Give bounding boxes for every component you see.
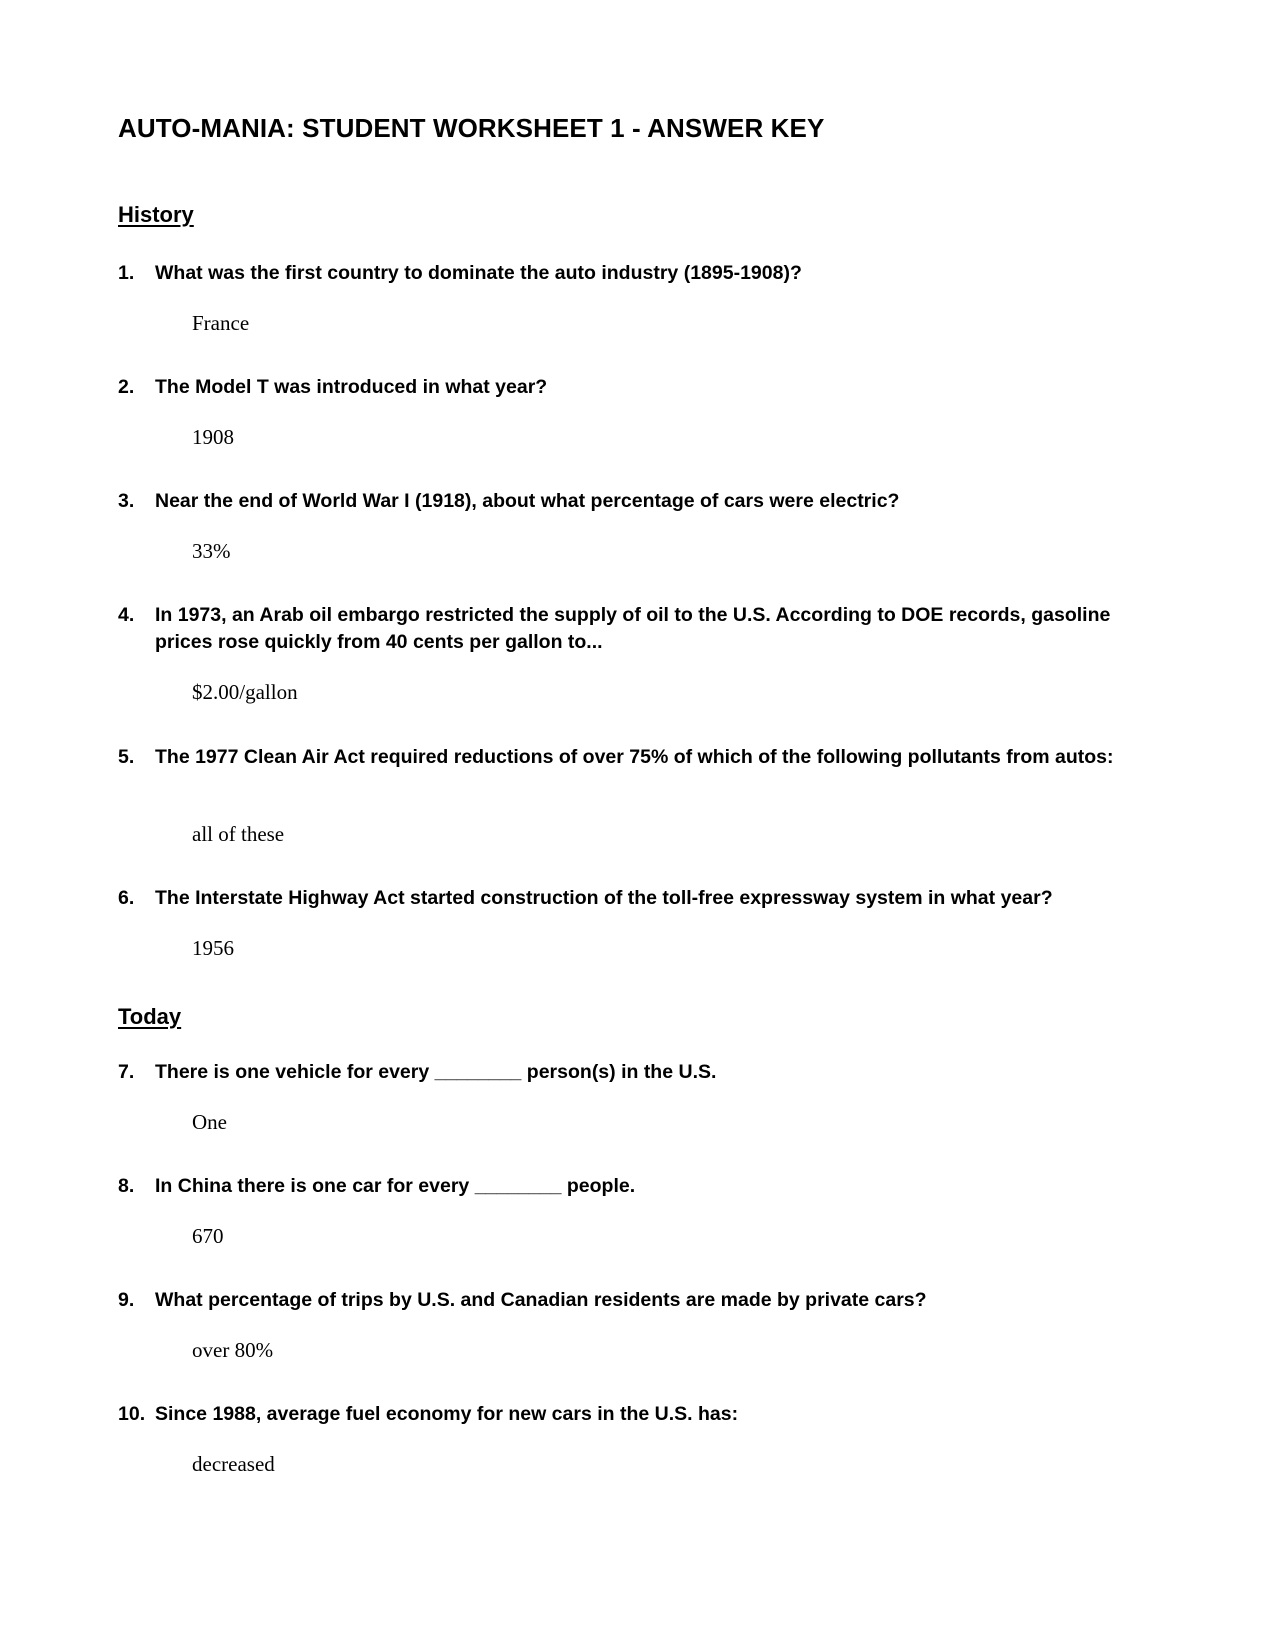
answer-4: $2.00/gallon [192,680,298,704]
answer-6: 1956 [192,936,234,960]
question-number: 9. [118,1289,135,1311]
page-title: AUTO-MANIA: STUDENT WORKSHEET 1 - ANSWER KEY [118,113,825,143]
question-7 [118,1059,1158,1086]
question-text: What was the first country to dominate the auto industry (1895-1908)? [155,262,802,284]
question-text: There is one vehicle for every ________ person(s) in the U.S. [155,1061,717,1083]
question-text: What percentage of trips by U.S. and Canadian residents are made by private cars? [155,1289,927,1311]
question-4 [118,602,1158,656]
question-text: The 1977 Clean Air Act required reductions of over 75% of which of the following pollutants from autos: [155,746,1114,768]
question-5 [118,744,1158,771]
question-1 [118,260,1158,287]
question-text: Near the end of World War I (1918), about what percentage of cars were electric? [155,490,900,512]
question-text: The Model T was introduced in what year? [155,376,548,398]
question-number: 10. [118,1403,146,1425]
section-heading-today: Today [118,1004,182,1029]
answer-5: all of these [192,822,285,846]
question-text: The Interstate Highway Act started construction of the toll-free expressway system in what year? [155,887,1053,909]
question-number: 7. [118,1061,135,1083]
section-heading-history: History [118,202,194,227]
question-9 [118,1287,1158,1314]
question-3 [118,488,1158,515]
question-number: 6. [118,887,135,909]
answer-10: decreased [192,1452,275,1476]
question-2 [118,374,1158,401]
question-number: 4. [118,604,135,626]
question-6 [118,885,1158,912]
answer-3: 33% [192,539,231,563]
question-text: In 1973, an Arab oil embargo restricted the supply of oil to the U.S. According to DOE records, gasoline prices rose quickly from 40 cents per gallon to... [155,604,1111,653]
question-number: 1. [118,262,135,284]
question-10 [118,1401,1158,1428]
question-number: 2. [118,376,135,398]
question-text: In China there is one car for every ________ people. [155,1175,636,1197]
answer-8: 670 [192,1224,224,1248]
question-8 [118,1173,1158,1200]
question-text: Since 1988, average fuel economy for new cars in the U.S. has: [155,1403,739,1425]
question-number: 8. [118,1175,135,1197]
answer-2: 1908 [192,425,234,449]
question-number: 5. [118,746,135,768]
answer-1: France [192,311,250,335]
question-number: 3. [118,490,135,512]
answer-9: over 80% [192,1338,274,1362]
answer-7: One [192,1110,227,1134]
